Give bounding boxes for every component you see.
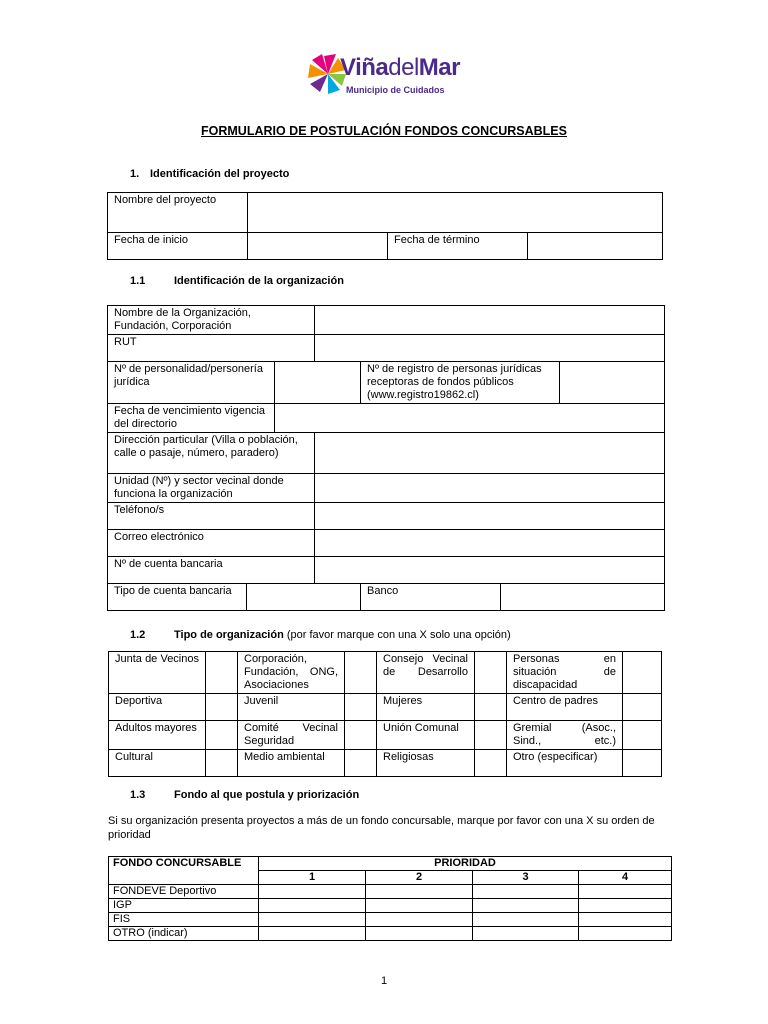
bank-label: Banco bbox=[361, 584, 501, 611]
org-type-option: Unión Comunal bbox=[377, 721, 475, 750]
priority-cell[interactable] bbox=[579, 913, 672, 927]
priority-cell[interactable] bbox=[473, 927, 579, 941]
org-type-option: Mujeres bbox=[377, 694, 475, 721]
fund-name: OTRO (indicar) bbox=[109, 927, 259, 941]
fund-name: IGP bbox=[109, 899, 259, 913]
org-name-label: Nombre de la Organización, Fundación, Corporación bbox=[108, 306, 315, 335]
org-type-option: Religiosas bbox=[377, 750, 475, 777]
priority-number: 1 bbox=[259, 871, 366, 885]
org-type-checkbox[interactable] bbox=[623, 652, 662, 694]
logo-wordmark: ViñadelMar bbox=[340, 54, 460, 81]
org-type-option: Adultos mayores bbox=[109, 721, 206, 750]
logo-subtitle: Municipio de Cuidados bbox=[346, 85, 445, 95]
priority-cell[interactable] bbox=[579, 885, 672, 899]
org-type-option: Corporación, Fundación, ONG, Asociaciones bbox=[238, 652, 345, 694]
address-field[interactable] bbox=[315, 433, 665, 474]
org-type-checkbox[interactable] bbox=[475, 652, 507, 694]
account-type-field[interactable] bbox=[247, 584, 361, 611]
email-field[interactable] bbox=[315, 530, 665, 557]
org-type-checkbox[interactable] bbox=[345, 694, 377, 721]
fund-priority-table bbox=[108, 856, 672, 941]
phone-field[interactable] bbox=[315, 503, 665, 530]
org-type-option: Otro (especificar) bbox=[507, 750, 623, 777]
priority-cell[interactable] bbox=[366, 913, 473, 927]
phone-label: Teléfono/s bbox=[108, 503, 315, 530]
org-type-option: Personas en situación de discapacidad bbox=[507, 652, 623, 694]
legal-personality-field[interactable] bbox=[275, 362, 361, 404]
org-type-option: Deportiva bbox=[109, 694, 206, 721]
priority-cell[interactable] bbox=[259, 913, 366, 927]
org-type-checkbox[interactable] bbox=[475, 721, 507, 750]
rut-field[interactable] bbox=[315, 335, 665, 362]
section-1-heading: 1. Identificación del proyecto bbox=[130, 168, 290, 180]
project-name-label: Nombre del proyecto bbox=[108, 193, 248, 233]
bank-field[interactable] bbox=[501, 584, 665, 611]
project-name-field[interactable] bbox=[248, 193, 663, 233]
fund-name: FIS bbox=[109, 913, 259, 927]
org-type-checkbox[interactable] bbox=[345, 652, 377, 694]
priority-cell[interactable] bbox=[259, 899, 366, 913]
priority-instructions: Si su organización presenta proyectos a más de un fondo concursable, marque por favor con una X su orden de prioridad bbox=[108, 815, 655, 841]
section-1-3-heading: 1.3 Fondo al que postula y priorización bbox=[130, 789, 360, 801]
priority-cell[interactable] bbox=[473, 899, 579, 913]
org-type-option: Cultural bbox=[109, 750, 206, 777]
org-name-field[interactable] bbox=[315, 306, 665, 335]
org-type-option: Juvenil bbox=[238, 694, 345, 721]
priority-number: 4 bbox=[579, 871, 672, 885]
priority-cell[interactable] bbox=[579, 899, 672, 913]
org-type-checkbox[interactable] bbox=[206, 694, 238, 721]
org-type-checkbox[interactable] bbox=[206, 721, 238, 750]
priority-number: 3 bbox=[473, 871, 579, 885]
bank-account-field[interactable] bbox=[315, 557, 665, 584]
neighborhood-unit-label: Unidad (Nº) y sector vecinal donde funciona la organización bbox=[108, 474, 315, 503]
registry-number-field[interactable] bbox=[560, 362, 665, 404]
legal-personality-label: Nº de personalidad/personería jurídica bbox=[108, 362, 275, 404]
priority-cell[interactable] bbox=[259, 885, 366, 899]
page-number: 1 bbox=[380, 975, 388, 987]
start-date-label: Fecha de inicio bbox=[108, 233, 248, 260]
logo bbox=[306, 52, 466, 102]
end-date-label: Fecha de término bbox=[388, 233, 528, 260]
end-date-field[interactable] bbox=[528, 233, 663, 260]
priority-number: 2 bbox=[366, 871, 473, 885]
priority-cell[interactable] bbox=[473, 885, 579, 899]
org-type-checkbox[interactable] bbox=[206, 750, 238, 777]
rut-label: RUT bbox=[108, 335, 315, 362]
org-type-checkbox[interactable] bbox=[475, 750, 507, 777]
org-type-option: Medio ambiental bbox=[238, 750, 345, 777]
board-expiry-field[interactable] bbox=[275, 404, 665, 433]
priority-cell[interactable] bbox=[366, 899, 473, 913]
priority-cell[interactable] bbox=[259, 927, 366, 941]
form-title: FORMULARIO DE POSTULACIÓN FONDOS CONCURSABLES bbox=[201, 124, 567, 138]
fund-header: FONDO CONCURSABLE bbox=[109, 857, 259, 885]
org-type-checkbox[interactable] bbox=[475, 694, 507, 721]
org-type-checkbox[interactable] bbox=[623, 750, 662, 777]
org-type-option: Junta de Vecinos bbox=[109, 652, 206, 694]
address-label: Dirección particular (Villa o población, calle o pasaje, número, paradero) bbox=[108, 433, 315, 474]
section-1-2-heading: 1.2 Tipo de organización (por favor marque con una X solo una opción) bbox=[130, 629, 511, 641]
project-identification-table bbox=[107, 192, 663, 260]
priority-cell[interactable] bbox=[473, 913, 579, 927]
bank-account-label: Nº de cuenta bancaria bbox=[108, 557, 315, 584]
org-type-option: Consejo Vecinal de Desarrollo bbox=[377, 652, 475, 694]
org-type-option: Centro de padres bbox=[507, 694, 623, 721]
org-type-checkbox[interactable] bbox=[623, 694, 662, 721]
neighborhood-unit-field[interactable] bbox=[315, 474, 665, 503]
priority-cell[interactable] bbox=[366, 885, 473, 899]
org-type-checkbox[interactable] bbox=[345, 750, 377, 777]
email-label: Correo electrónico bbox=[108, 530, 315, 557]
org-type-checkbox[interactable] bbox=[623, 721, 662, 750]
org-type-checkbox[interactable] bbox=[345, 721, 377, 750]
start-date-field[interactable] bbox=[248, 233, 388, 260]
account-type-label: Tipo de cuenta bancaria bbox=[108, 584, 247, 611]
priority-cell[interactable] bbox=[579, 927, 672, 941]
priority-cell[interactable] bbox=[366, 927, 473, 941]
organization-table bbox=[107, 305, 665, 611]
priority-header: PRIORIDAD bbox=[259, 857, 672, 871]
registry-number-label: Nº de registro de personas jurídicas receptoras de fondos públicos (www.registro19862.cl) bbox=[361, 362, 560, 404]
organization-type-table bbox=[108, 651, 662, 777]
org-type-option: Comité Vecinal Seguridad bbox=[238, 721, 345, 750]
section-1-1-heading: 1.1 Identificación de la organización bbox=[130, 275, 344, 287]
org-type-option: Gremial (Asoc., Sind., etc.) bbox=[507, 721, 623, 750]
board-expiry-label: Fecha de vencimiento vigencia del directorio bbox=[108, 404, 275, 433]
fund-name: FONDEVE Deportivo bbox=[109, 885, 259, 899]
org-type-checkbox[interactable] bbox=[206, 652, 238, 694]
